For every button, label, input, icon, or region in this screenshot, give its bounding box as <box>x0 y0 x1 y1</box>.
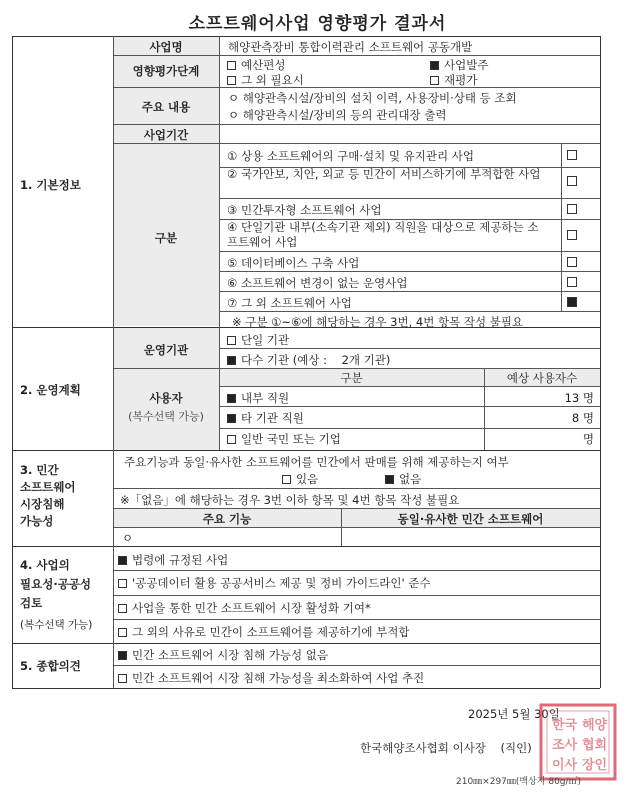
market-note: ※「없음」에 해당하는 경우 3번 이하 항목 및 4번 항목 작성 불필요 <box>120 493 460 507</box>
checkbox-icon[interactable] <box>118 674 127 683</box>
paper-spec: 210㎜×297㎜(백상지 80g/㎡) <box>456 777 582 787</box>
section-necessity-sublabel: (복수선택 가능) <box>20 619 93 631</box>
checkbox-icon[interactable] <box>567 204 577 214</box>
checkbox-checked-icon[interactable] <box>227 414 236 423</box>
function-cell: ㅇ <box>122 531 134 545</box>
type-item: ① 상용 소프트웨어의 구매·설치 및 유지관리 사업 <box>227 149 474 163</box>
type-item: ④ 단일기관 내부(소속기관 제외) 직원을 대상으로 제공하는 소프트웨어 사업 <box>227 220 539 249</box>
svg-text:협회: 협회 <box>582 738 608 753</box>
svg-text:조사: 조사 <box>552 738 578 753</box>
checkbox-icon[interactable] <box>227 61 236 70</box>
necessity-option[interactable]: 사업을 통한 민간 소프트웨어 시장 활성화 기여* <box>118 600 371 616</box>
user-count: 13 명 <box>564 391 594 405</box>
project-name-label: 사업명 <box>149 40 183 54</box>
section-market-label: 3. 민간 소프트웨어 시장침해 가능성 <box>20 463 76 528</box>
checkbox-icon[interactable] <box>118 604 127 613</box>
checkbox-icon[interactable] <box>282 475 291 484</box>
svg-text:이사: 이사 <box>552 758 578 773</box>
stage-option[interactable]: 재평가 <box>430 72 477 88</box>
section-operation-label: 2. 운영계획 <box>20 383 81 397</box>
section-basic-label: 1. 기본정보 <box>20 178 81 192</box>
users-label: 사용자 <box>149 391 183 405</box>
col-similar-header: 동일·유사한 민간 소프트웨어 <box>397 512 544 526</box>
checkbox-checked-icon[interactable] <box>385 475 394 484</box>
single-org-option[interactable]: 단일 기관 <box>227 332 289 348</box>
type-item: ⑥ 소프트웨어 변경이 없는 운영사업 <box>227 276 408 290</box>
type-label: 구분 <box>154 231 178 245</box>
checkbox-checked-icon[interactable] <box>118 651 127 660</box>
user-option[interactable]: 일반 국민 또는 기업 <box>227 431 341 447</box>
checkbox-icon[interactable] <box>118 579 127 588</box>
checkbox-checked-icon[interactable] <box>567 297 577 307</box>
checkbox-icon[interactable] <box>567 230 577 240</box>
col-function-header: 주요 기능 <box>202 512 252 526</box>
necessity-option[interactable]: 그 외의 사유로 민간이 소프트웨어를 제공하기에 부적합 <box>118 624 409 640</box>
checkbox-icon[interactable] <box>567 277 577 287</box>
checkbox-icon[interactable] <box>227 76 236 85</box>
section-opinion-label: 5. 종합의견 <box>20 659 81 673</box>
checkbox-icon[interactable] <box>118 628 127 637</box>
svg-text:해양: 해양 <box>582 718 608 733</box>
checkbox-icon[interactable] <box>567 150 577 160</box>
checkbox-icon[interactable] <box>567 176 577 186</box>
opinion-option[interactable]: 민간 소프트웨어 시장 침해 가능성 없음 <box>118 647 328 663</box>
type-item: ② 국가안보, 치안, 외교 등 민간이 서비스하기에 부적합한 사업 <box>227 167 541 181</box>
issue-date: 2025년 5월 30일 <box>468 707 560 721</box>
user-option[interactable]: 내부 직원 <box>227 390 289 406</box>
market-question: 주요기능과 동일·유사한 소프트웨어를 민간에서 판매를 위해 제공하는지 여부 <box>124 455 509 469</box>
necessity-option[interactable]: '공공데이터 활용 공공서비스 제공 및 정비 가이드라인' 준수 <box>118 575 431 591</box>
svg-text:장인: 장인 <box>582 758 608 773</box>
type-note: ※ 구분 ①~⑥에 해당하는 경우 3번, 4번 항목 작성 불필요 <box>232 315 524 329</box>
user-count: 8 명 <box>571 411 594 425</box>
checkbox-checked-icon[interactable] <box>430 61 439 70</box>
content-line: ㅇ 해양관측시설/장비의 등의 관리대장 출력 <box>228 108 447 122</box>
multi-org-option[interactable]: 다수 기관 (예상 : 2개 기관) <box>227 352 390 368</box>
type-item: ⑦ 그 외 소프트웨어 사업 <box>227 296 352 310</box>
checkbox-checked-icon[interactable] <box>227 356 236 365</box>
market-yes-option[interactable]: 있음 <box>282 471 318 487</box>
section-necessity-label: 4. 사업의 필요성·공공성 검토 <box>20 558 92 610</box>
checkbox-icon[interactable] <box>227 435 236 444</box>
stage-label: 영향평가단계 <box>132 64 200 78</box>
page-title: 소프트웨어사업 영향평가 결과서 <box>188 14 447 34</box>
svg-text:한국: 한국 <box>552 718 578 733</box>
content-line: ㅇ 해양관측시설/장비의 설치 이력, 사용장비·상태 등 조회 <box>228 91 517 105</box>
stage-option[interactable]: 그 외 필요시 <box>227 72 304 88</box>
col-type-header: 구분 <box>340 371 363 385</box>
opinion-option[interactable]: 민간 소프트웨어 시장 침해 가능성을 최소화하여 사업 추진 <box>118 670 424 686</box>
checkbox-checked-icon[interactable] <box>227 394 236 403</box>
org-label: 운영기관 <box>143 343 189 357</box>
checkbox-icon[interactable] <box>567 257 577 267</box>
users-sublabel: (복수선택 가능) <box>128 410 204 423</box>
checkbox-icon[interactable] <box>430 76 439 85</box>
signer: 한국해양조사협회 이사장 (직인) <box>360 741 532 755</box>
market-no-option[interactable]: 없음 <box>385 471 421 487</box>
period-label: 사업기간 <box>143 128 189 142</box>
checkbox-checked-icon[interactable] <box>118 556 127 565</box>
user-option[interactable]: 타 기관 직원 <box>227 410 304 426</box>
content-label: 주요 내용 <box>141 100 191 114</box>
necessity-option[interactable]: 법령에 규정된 사업 <box>118 552 228 568</box>
type-item: ⑤ 데이터베이스 구축 사업 <box>227 256 360 270</box>
checkbox-icon[interactable] <box>227 336 236 345</box>
type-item: ③ 민간투자형 소프트웨어 사업 <box>227 203 382 217</box>
col-expected-header: 예상 사용자수 <box>506 371 578 385</box>
project-name-value: 해양관측장비 통합이력관리 소프트웨어 공동개발 <box>228 40 473 54</box>
stage-option[interactable]: 사업발주 <box>430 57 488 73</box>
stage-option[interactable]: 예산편성 <box>227 57 285 73</box>
official-seal-icon <box>538 702 618 782</box>
user-count: 명 <box>582 432 594 446</box>
